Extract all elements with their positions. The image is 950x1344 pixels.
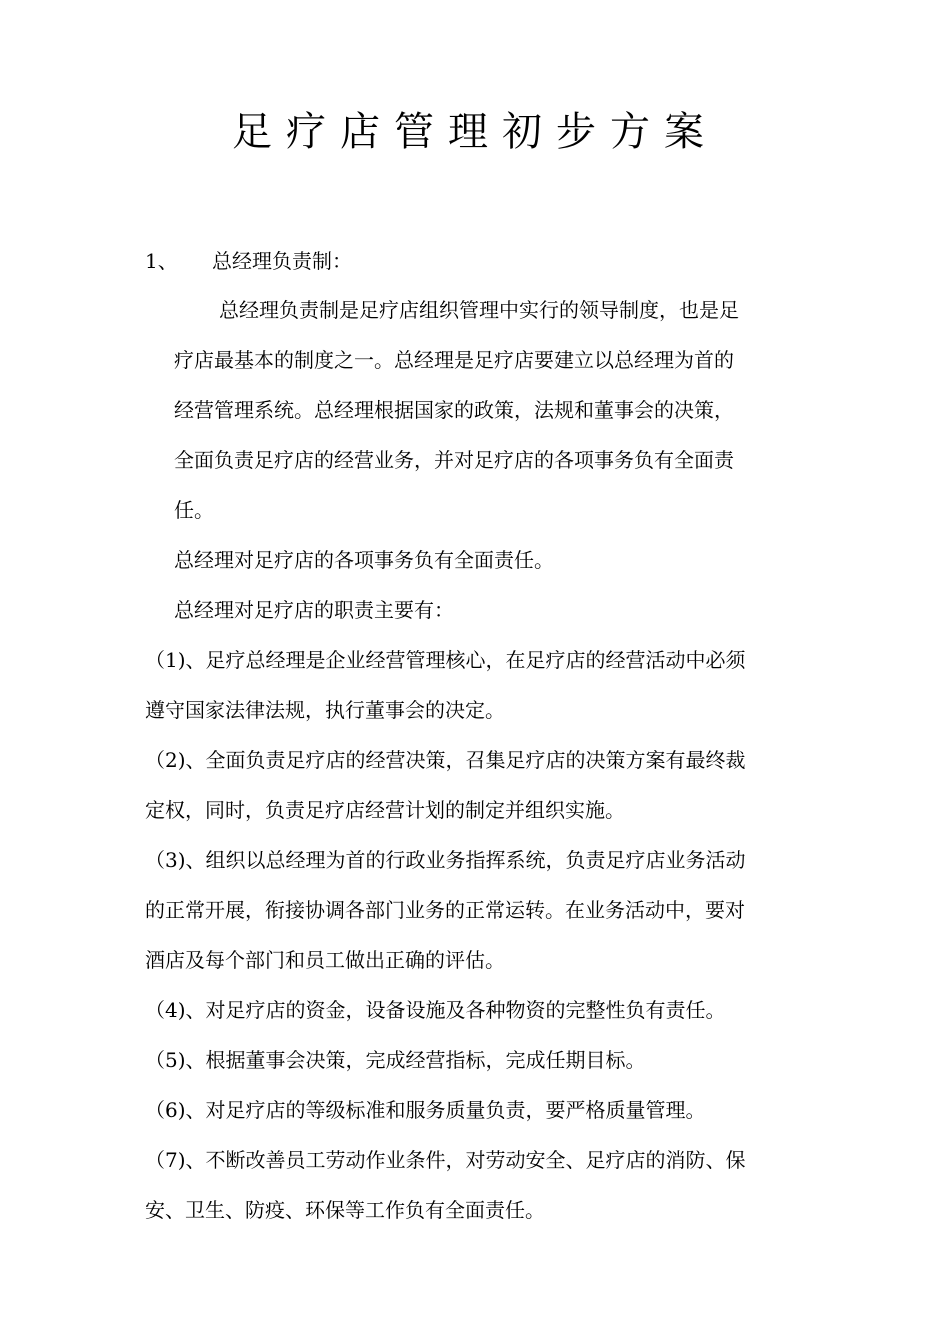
intro-line: 任。	[174, 498, 214, 522]
intro-line: 总经理负责制是足疗店组织管理中实行的领导制度，也是足	[219, 298, 739, 322]
duty-line: （2)、全面负责足疗店的经营决策，召集足疗店的决策方案有最终裁	[145, 748, 746, 772]
duty-line: 遵守国家法律法规，执行董事会的决定。	[145, 698, 505, 722]
duty-line: （6)、对足疗店的等级标准和服务质量负责，要严格质量管理。	[145, 1098, 706, 1122]
duties-heading: 总经理对足疗店的职责主要有：	[174, 598, 454, 622]
duty-line: （5)、根据董事会决策，完成经营指标，完成任期目标。	[145, 1048, 646, 1072]
duty-line: （7)、不断改善员工劳动作业条件，对劳动安全、足疗店的消防、保	[145, 1148, 746, 1172]
section-number: 1、	[145, 249, 178, 273]
duty-line: 定权，同时，负责足疗店经营计划的制定并组织实施。	[145, 798, 625, 822]
intro-line: 经营管理系统。总经理根据国家的政策，法规和董事会的决策，	[174, 398, 734, 422]
duty-line: 酒店及每个部门和员工做出正确的评估。	[145, 948, 505, 972]
section-heading: 总经理负责制：	[212, 249, 352, 273]
document-title: 足疗店管理初步方案	[232, 109, 718, 155]
duty-line: 的正常开展，衔接协调各部门业务的正常运转。在业务活动中，要对	[145, 898, 745, 922]
intro-line: 全面负责足疗店的经营业务，并对足疗店的各项事务负有全面责	[174, 448, 734, 472]
duty-line: （1)、足疗总经理是企业经营管理核心，在足疗店的经营活动中必须	[145, 648, 746, 672]
intro-line: 疗店最基本的制度之一。总经理是足疗店要建立以总经理为首的	[174, 348, 734, 372]
duty-line: （3)、组织以总经理为首的行政业务指挥系统，负责足疗店业务活动	[145, 848, 746, 872]
duty-line: （4)、对足疗店的资金，设备设施及各种物资的完整性负有责任。	[145, 998, 726, 1022]
duty-line: 安、卫生、防疫、环保等工作负有全面责任。	[145, 1198, 545, 1222]
statement-line: 总经理对足疗店的各项事务负有全面责任。	[174, 548, 554, 572]
